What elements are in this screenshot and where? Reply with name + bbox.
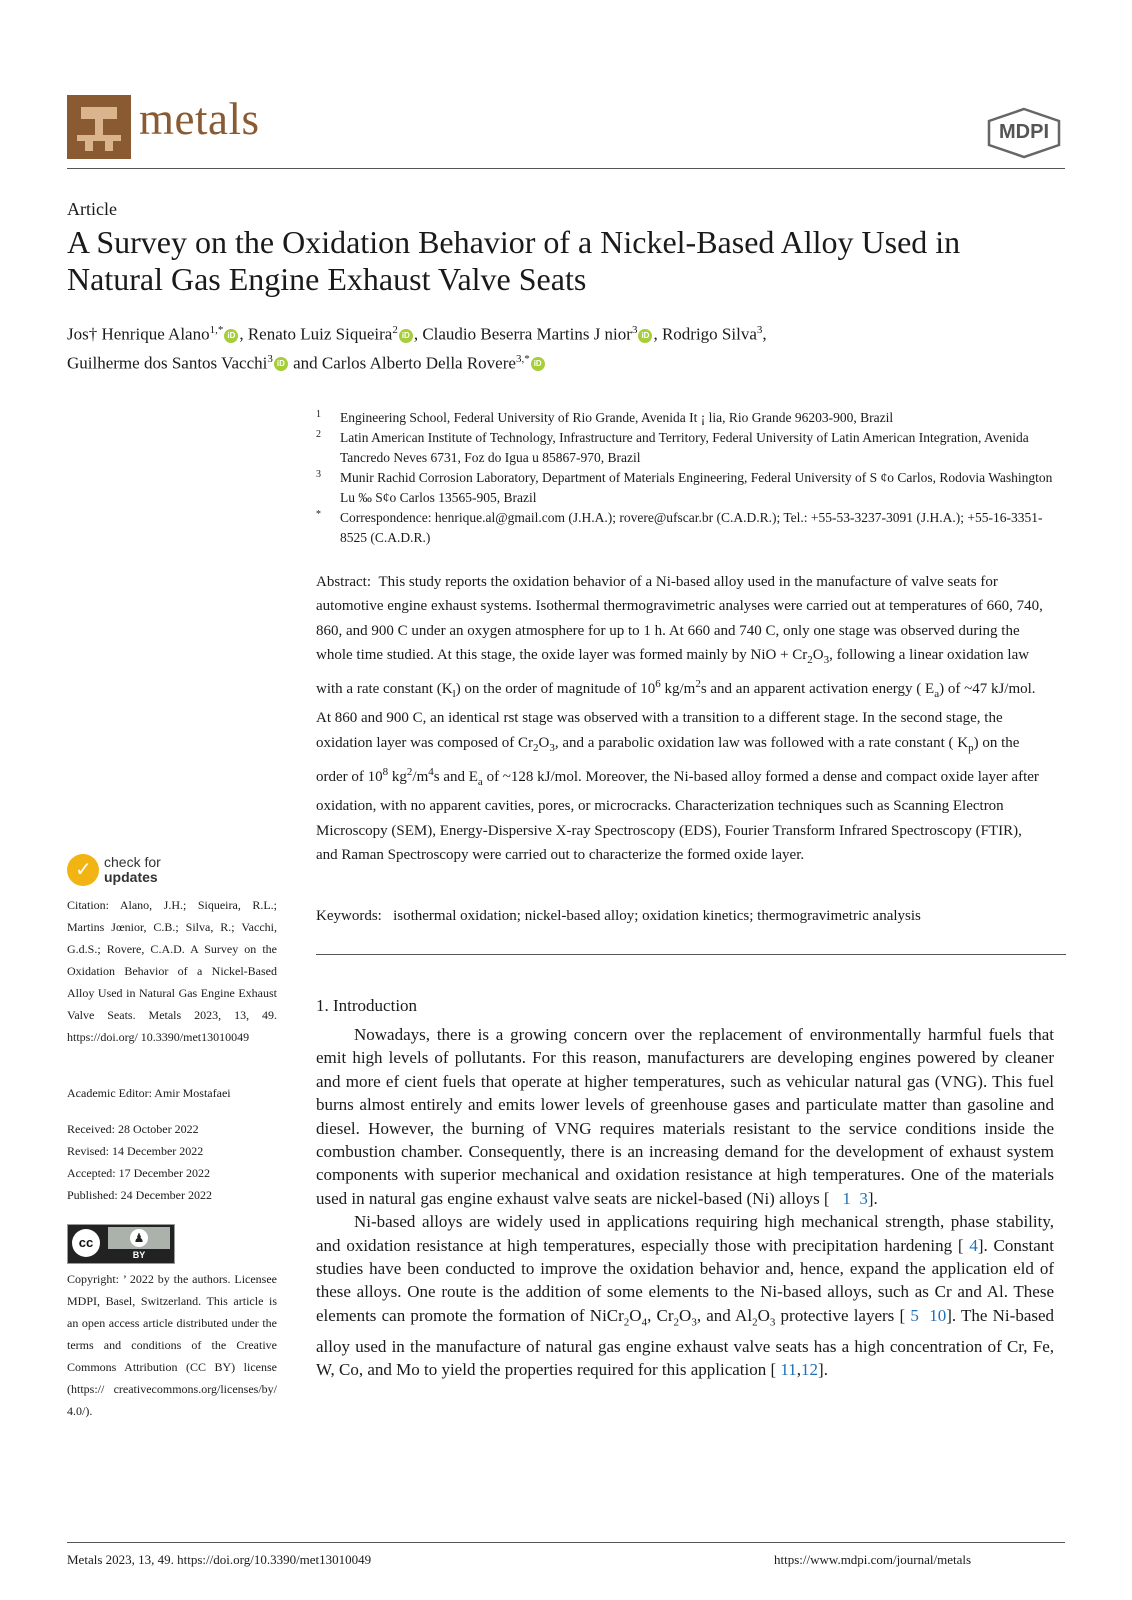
article-type: Article <box>67 199 117 219</box>
journal-name: metals <box>139 94 260 144</box>
date-revised: Revised: 14 December 2022 <box>67 1144 204 1158</box>
abstract-text: kg <box>388 769 407 786</box>
subscript: 3 <box>823 653 830 666</box>
keywords <box>316 904 1046 928</box>
affiliation-text: Munir Rachid Corrosion Laboratory, Department of Materials Engineering, Federal University of S ¢o Carlos, Rodovia Washington Lu ‰ S¢o Carlos 13565-905, Brazil <box>340 470 1053 505</box>
superscript: 4 <box>428 766 434 779</box>
subscript: p <box>968 741 974 754</box>
paragraph-text: O <box>757 1305 770 1325</box>
cc-by-license-badge[interactable] <box>67 1224 175 1264</box>
author-list <box>67 318 1077 375</box>
subscript: a <box>934 688 940 701</box>
author-affil-marker: 3,* <box>515 352 530 365</box>
superscript: 6 <box>655 678 661 691</box>
mdpi-logo-icon <box>985 107 1063 159</box>
author-affil-marker: 3 <box>631 324 638 336</box>
affiliation-item <box>316 408 1066 428</box>
paragraph-text: protective layers [ <box>775 1305 911 1325</box>
orcid-icon[interactable]: iD <box>274 357 288 371</box>
author-affil-marker: 3 <box>756 324 763 336</box>
date-received: Received: 28 October 2022 <box>67 1122 199 1136</box>
abstract-label: Abstract: <box>316 574 371 590</box>
correspondence-item <box>316 508 1066 548</box>
subscript: 3 <box>691 1316 697 1329</box>
citation-link[interactable]: 5 <box>910 1305 919 1325</box>
header-divider <box>67 168 1065 169</box>
author-name: , Claudio Beserra Martins J nior <box>413 324 632 344</box>
affiliation-text: Latin American Institute of Technology, Infrastructure and Territory, Federal University of Latin American Integration, Avenida Tancredo Neves 6731, Foz do Igua u 85867-970, Brazil <box>340 430 1029 465</box>
paragraph: Ni-based alloys are widely used in applications requiring high mechanical strength, phase stability, and oxidation resistance at high temperatures, especially those with precipitation hardening [ 4]. Constant studies have been conducted to improve the oxidation behavior and, hence, expand the application eld of these alloys. One route is the addition of some elements to the Ni-based alloys, such as Cr and Al. These elements can promote the formation of $NiCr_2O_4$, $Cr_2O_3$, and $Al_2O_3$ protective layers [ 5 10]. The Ni-based alloy used in the manufacture of natural gas engine exhaust valve seats has a high concentration of Cr, Fe, W, Co, and Mo to yield the properties required for this application [ 11,12]. <box>316 1212 1055 1380</box>
paragraph-text: , and Al <box>696 1305 753 1325</box>
abstract-text: ) on the order of 10 <box>316 734 1020 786</box>
citation-link[interactable]: 10 <box>929 1305 947 1325</box>
footer-journal-link[interactable]: https://www.mdpi.com/journal/metals <box>774 1552 972 1567</box>
paragraph-text: ]. Constant studies have been conducted to improve the oxidation behavior and, hence, expand the application eld of these alloys. One route is the addition of some elements to the Ni-based alloys, such as Cr and Al. These elements can promote the formation of NiCr <box>316 1235 1055 1325</box>
author-separator: , <box>762 324 767 344</box>
abstract-text: , and a parabolic oxidation law was followed with a rate constant ( K <box>554 734 969 751</box>
abstract-text: O <box>538 734 550 751</box>
abstract-text: O <box>812 646 824 663</box>
subscript: 2 <box>673 1316 680 1329</box>
abstract-text: ) of ~47 kJ/mol. At 860 and 900 C, an identical rst stage was observed with a transition to a different stage. In the second stage, the oxidation layer was composed of Cr <box>316 681 1036 751</box>
subscript: 2 <box>623 1316 630 1329</box>
subscript: a <box>477 776 483 789</box>
keywords-divider <box>316 954 1066 955</box>
check-updates-icon: ✓ <box>67 854 99 886</box>
author-name: , Renato Luiz Siqueira <box>239 324 393 344</box>
cc-by-label: BY <box>132 1250 146 1260</box>
citation-link[interactable]: 3 <box>859 1188 868 1208</box>
subscript: 2 <box>533 741 539 754</box>
author-name: and Carlos Alberto Della Rovere <box>288 353 516 373</box>
paragraph-text: ]. <box>818 1360 828 1380</box>
abstract-text: s and E <box>433 769 478 786</box>
abstract-text: ) on the order of magnitude of 10 <box>455 681 656 698</box>
paragraph-text: Ni-based alloys are widely used in applications requiring high mechanical strength, phase stability, and oxidation resistance at high temperatures, especially those with precipitation hardening [ <box>316 1212 1054 1255</box>
abstract-text: kg/m <box>660 681 696 698</box>
superscript: 2 <box>695 678 701 691</box>
orcid-icon[interactable]: iD <box>399 329 413 343</box>
superscript: 2 <box>406 766 413 779</box>
affiliation-text: Engineering School, Federal University of Rio Grande, Avenida It ¡ lia, Rio Grande 96203-900, Brazil <box>340 410 894 425</box>
citation-link[interactable]: 4 <box>969 1235 978 1255</box>
cc-icon: cc <box>72 1229 100 1257</box>
paragraph <box>316 1023 1054 1210</box>
paragraph-text: O <box>629 1305 642 1325</box>
author-affil-marker: 3 <box>267 352 273 365</box>
abstract-text: s and an apparent activation energy ( E <box>700 681 935 698</box>
check-updates-line2: updates <box>104 869 158 885</box>
paragraph-text: ]. <box>867 1188 878 1208</box>
keywords-text: isothermal oxidation; nickel-based alloy; oxidation kinetics; thermogravimetric analysis <box>393 908 921 924</box>
subscript: 2 <box>752 1316 758 1329</box>
subscript: 4 <box>641 1316 648 1329</box>
orcid-icon[interactable]: iD <box>638 329 652 343</box>
superscript: 8 <box>382 766 389 779</box>
abstract-text: , following a linear oxidation law with a rate constant (K <box>316 646 1030 698</box>
subscript: 2 <box>807 653 813 666</box>
subscript: 3 <box>549 741 555 754</box>
academic-editor: Academic Editor: Amir Mostafaei <box>67 1086 231 1100</box>
citation-link[interactable]: 11 <box>780 1360 797 1380</box>
affiliation-marker: * <box>316 509 321 520</box>
check-updates-line1: check for <box>104 854 161 870</box>
paragraph-text: , Cr <box>647 1305 674 1325</box>
abstract-text: This study reports the oxidation behavior of a Ni-based alloy used in the manufacture of valve seats for automotive engine exhaust systems. Isothermal thermogravimetric analyses were carried out at temperatures of 660, 740, 860, and 900 C under an oxygen atmosphere for up to 1 h. At 660 and 740 C, only one stage was observed during the whole time studied. At this stage, the oxide layer was formed mainly by NiO + Cr <box>316 574 1043 663</box>
check-for-updates-button[interactable] <box>67 854 237 894</box>
paragraph-text: ]. The Ni-based alloy used in the manufacture of natural gas engine exhaust valve seats has a high concentration of Cr, Fe, W, Co, and Mo to yield the properties required for this application [ <box>316 1305 1055 1380</box>
subscript: l <box>452 688 456 701</box>
citation-link[interactable]: 12 <box>801 1360 819 1380</box>
abstract-text: of ~128 kJ/mol. Moreover, the Ni-based alloy formed a dense and compact oxide layer after oxidation, with no apparent cavities, pores, or microcracks. Characterization techniques such as Scanning Electron Microscopy (SEM), Energy-Dispersive X-ray Spectroscopy (EDS), Fourier Transform Infrared Spectroscopy (FTIR), and Raman Spectroscopy were carried out to characterize the formed oxide layer. <box>316 769 1039 863</box>
introduction-body <box>316 1023 1054 1381</box>
affiliation-marker: 1 <box>316 409 321 420</box>
paper-title: A Survey on the Oxidation Behavior of a Nickel-Based Alloy Used in Natural Gas Engine Exhaust Valve Seats <box>67 224 961 297</box>
footer-citation: Metals 2023, 13, 49. https://doi.org/10.3390/met13010049 <box>67 1552 372 1567</box>
affiliation-marker: 3 <box>316 469 321 480</box>
cc-by-band <box>108 1227 170 1249</box>
subscript: 3 <box>769 1316 776 1329</box>
copyright-text: Copyright: ’ 2022 by the authors. Licensee MDPI, Basel, Switzerland. This article is an open access article distributed under the terms and conditions of the Creative Commons Attribution (CC BY) license (https:// creativecommons.org/licenses/by/ 4.0/). <box>67 1272 277 1418</box>
affiliation-item <box>316 428 1066 468</box>
affiliations <box>316 408 1066 548</box>
journal-logo-icon <box>67 95 131 159</box>
author-name: Jos† Henrique Alano <box>67 324 210 344</box>
orcid-icon[interactable]: iD <box>224 329 238 343</box>
abstract-text: /m <box>412 769 429 786</box>
author-affil-marker: 2 <box>392 324 398 336</box>
keywords-label: Keywords: <box>316 908 382 924</box>
abstract <box>316 570 1046 867</box>
paragraph-text: Nowadays, there is a growing concern over the replacement of environmentally harmful fuels that emit high levels of pollutants. For this reason, manufacturers are developing engines powered by cleaner and more ef cient fuels that operate at higher temperatures, such as vehicular natural gas (VNG). This fuel burns almost entirely and emits lower levels of greenhouse gases and particulate matter than gasoline and diesel. However, the burning of VNG requires materials resistant to the service conditions inside the combustion chamber. Consequently, there is an increasing demand for the development of exhaust system components with superior mechanical and oxidation resistance at high temperatures. One of the materials used in natural gas engine exhaust valve seats are nickel-based (Ni) alloys [ <box>316 1025 1054 1208</box>
orcid-icon[interactable]: iD <box>531 357 545 371</box>
mdpi-logo-text: MDPI <box>999 121 1049 143</box>
affiliation-item <box>316 468 1066 508</box>
paragraph-text: O <box>679 1305 692 1325</box>
citation-link[interactable]: 1 <box>842 1188 851 1208</box>
footer-divider <box>67 1542 1065 1543</box>
section-heading: 1. Introduction <box>316 996 418 1015</box>
author-name: Guilherme dos Santos Vacchi <box>67 353 268 373</box>
correspondence-text: Correspondence: henrique.al@gmail.com (J.H.A.); rovere@ufscar.br (C.A.D.R.); Tel.: +55-53-3237-3091 (J.H.A.); +55-16-3351-8525 (C.A.D.R.) <box>340 510 1043 545</box>
attribution-person-icon: ♟ <box>130 1229 148 1247</box>
date-published: Published: 24 December 2022 <box>67 1188 212 1202</box>
affiliation-marker: 2 <box>316 429 321 440</box>
citation-text: Citation: Alano, J.H.; Siqueira, R.L.; Martins Jœnior, C.B.; Silva, R.; Vacchi, G.d.S.; Rovere, C.A.D. A Survey on the Oxidation Behavior of a Nickel-Based Alloy Used in Natural Gas Engine Exhaust Valve Seats. Metals 2023, 13, 49. https://doi.org/ 10.3390/met13010049 <box>67 898 277 1044</box>
author-affil-marker: 1,* <box>209 324 224 336</box>
date-accepted: Accepted: 17 December 2022 <box>67 1166 210 1180</box>
author-name: , Rodrigo Silva <box>653 324 757 344</box>
